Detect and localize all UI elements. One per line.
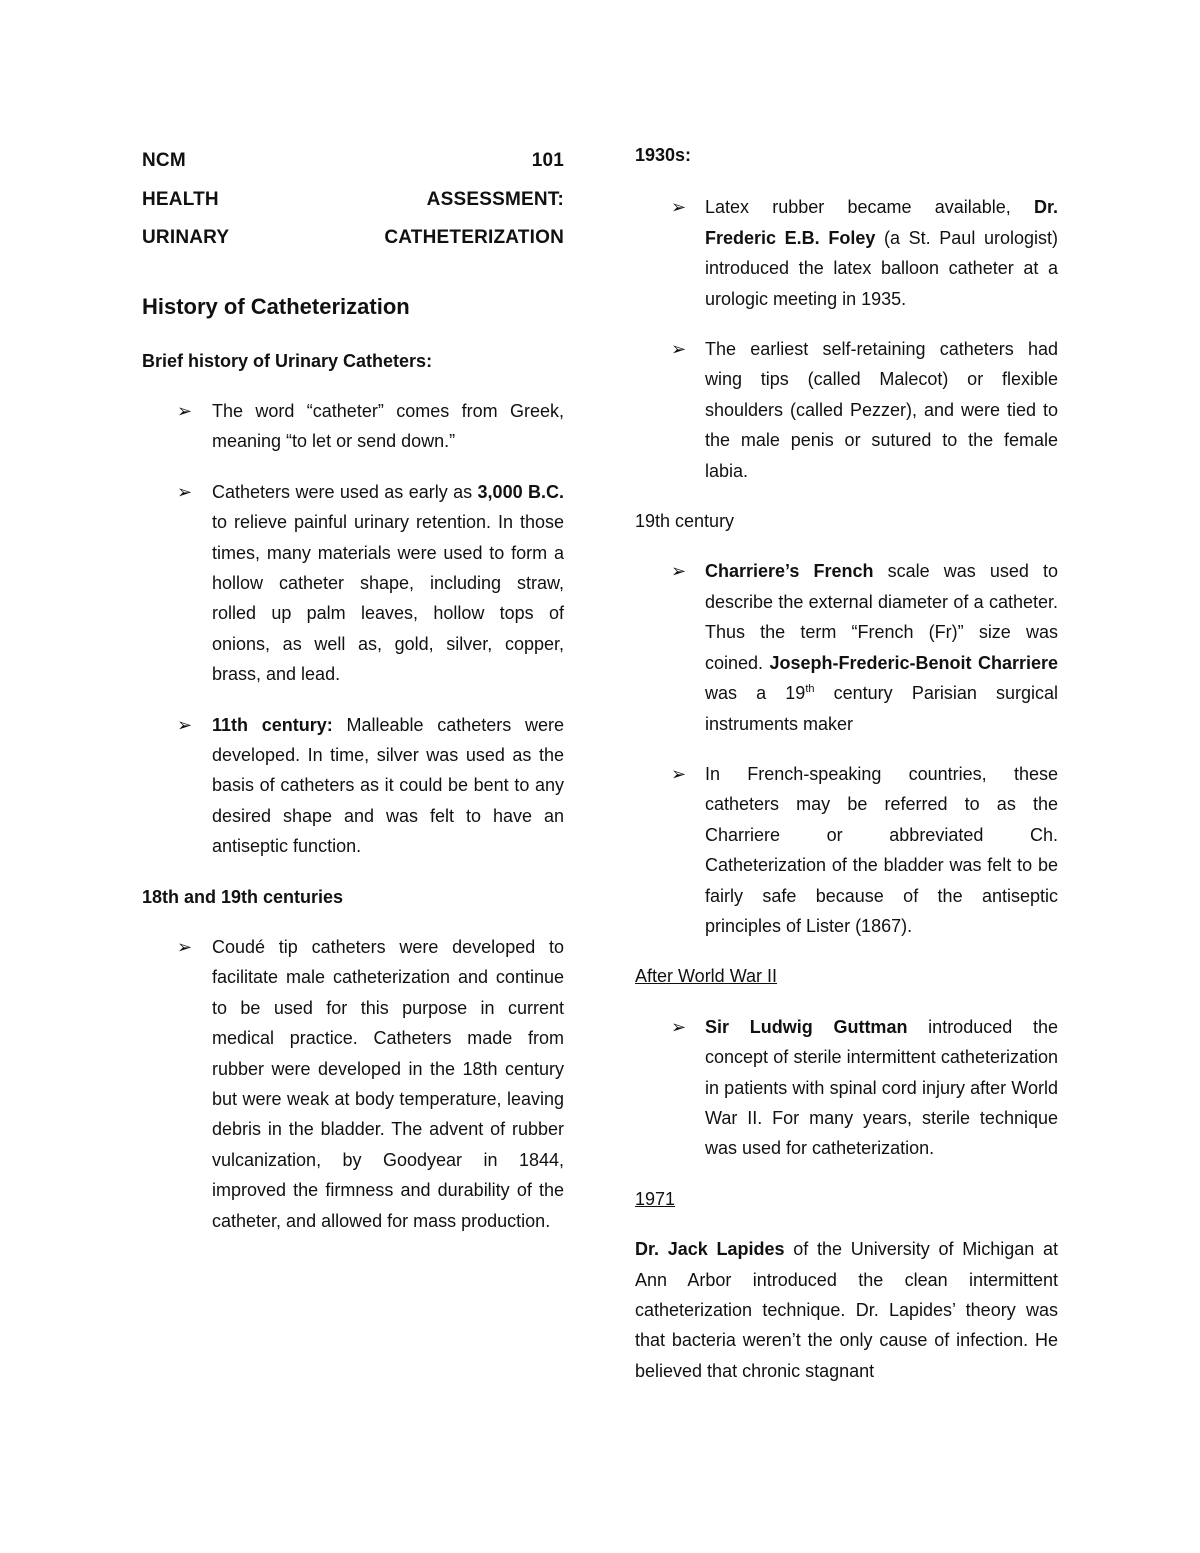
subheading-1930s: 1930s: <box>635 145 692 165</box>
subheading-1971: 1971 <box>635 1188 676 1209</box>
bullet-text-bold: 3,000 B.C. <box>477 481 564 502</box>
bullet-text: century Parisian surgical instruments maker <box>705 683 1059 734</box>
subheading-18th-19th-centuries: 18th and 19th centuries <box>142 886 344 907</box>
section-heading-history: History of Catheterization <box>142 293 410 319</box>
superscript-th: th <box>805 683 815 696</box>
bullet-text: The earliest self-retaining catheters had wing tips (called Malecot) or flexible shoulders (called Pezzer), and were tied to the male penis or sutured to the female labia. <box>705 339 1058 481</box>
title-line-3 <box>142 219 564 258</box>
list-item <box>635 1012 1058 1164</box>
title-line-1 <box>142 142 564 181</box>
bullet-text: Coudé tip catheters were developed to facilitate male catheterization and continue to be used for this purpose in current medical practice. Catheters made from rubber were developed in the 18th century but were weak at body temperature, leaving debris in the bladder. The advent of rubber vulcanization, by Goodyear in 1844, improved the firmness and durability of the catheter, and allowed for mass production. <box>212 937 564 1231</box>
subheading-19th-century: 19th century <box>635 511 735 532</box>
bullet-text: was a 19 <box>705 683 806 704</box>
title-word-catheterization: CATHETERIZATION <box>384 227 564 248</box>
arrow-bullet-icon: ➢ <box>671 1016 687 1037</box>
list-item <box>142 932 564 1236</box>
paragraph-bold: Dr. Jack Lapides <box>635 1239 785 1260</box>
arrow-bullet-icon: ➢ <box>671 561 687 582</box>
bullet-text-bold: Dr. Frederic E.B. Foley <box>705 197 1058 248</box>
subheading-brief-history: Brief history of Urinary Catheters: <box>142 350 433 371</box>
bullet-text: In French-speaking countries, these catheters may be referred to as the Charriere or abbreviated Ch. Catheterization of the bladder was felt to be fairly safe because of the antiseptic principles of Lister (1867). <box>705 763 1058 936</box>
bullet-text: Catheters were used as early as <box>212 481 478 502</box>
paragraph-1971 <box>635 1234 1058 1386</box>
list-item <box>635 759 1058 941</box>
bullet-text: introduced the concept of sterile intermittent catheterization in patients with spinal cord injury after World War II. For many years, sterile technique was used for catheterization. <box>705 1016 1058 1159</box>
bullet-text-bold: Sir Ludwig Guttman <box>705 1016 908 1037</box>
ww2-bullet-list <box>635 1012 1058 1164</box>
bullet-text: The word “catheter” comes from Greek, meaning “to let or send down.” <box>212 400 564 452</box>
arrow-bullet-icon: ➢ <box>671 339 687 360</box>
arrow-bullet-icon: ➢ <box>177 400 193 421</box>
1930s-bullet-list <box>635 192 1058 486</box>
right-column <box>635 140 1058 1386</box>
list-item <box>142 477 564 690</box>
title-course-number: 101 <box>531 150 564 171</box>
arrow-bullet-icon: ➢ <box>177 714 193 735</box>
bullet-text: Latex rubber became available, <box>705 197 1034 218</box>
title-line-2 <box>142 181 564 220</box>
title-word-health: HEALTH <box>142 188 219 210</box>
left-column <box>142 140 564 1256</box>
bullet-text-bold: 11th century: <box>212 714 333 735</box>
bullet-text: to relieve painful urinary retention. In those times, many materials were used to form a hollow catheter shape, including straw, rolled up palm leaves, hollow tops of onions, as well as, gold, silver, copper, brass, and lead. <box>212 512 564 685</box>
history-bullet-list <box>142 396 564 862</box>
list-item <box>142 396 564 457</box>
list-item <box>635 334 1058 486</box>
bullet-text: Malleable catheters were developed. In time, silver was used as the basis of catheters as it could be bent to any desired shape and was felt to have an antiseptic function. <box>212 714 564 857</box>
list-item <box>635 192 1058 314</box>
arrow-bullet-icon: ➢ <box>671 763 687 784</box>
bullet-text: (a St. Paul urologist) introduced the latex balloon catheter at a urologic meeting in 1935. <box>705 227 1058 309</box>
document-title <box>142 142 564 258</box>
centuries-bullet-list <box>142 932 564 1236</box>
list-item <box>142 710 564 862</box>
title-word-assessment: ASSESSMENT: <box>426 188 564 210</box>
bullet-text-bold: Joseph-Frederic-Benoit Charriere <box>769 652 1058 673</box>
title-course-code: NCM <box>142 150 186 171</box>
title-word-urinary: URINARY <box>142 227 230 248</box>
arrow-bullet-icon: ➢ <box>177 481 193 502</box>
paragraph-text: of the University of Michigan at Ann Arbor introduced the clean intermittent catheterization technique. Dr. Lapides’ theory was that bacteria weren’t the only cause of infection. He believed that chronic stagnant <box>635 1239 1058 1381</box>
19th-century-bullet-list <box>635 556 1058 941</box>
arrow-bullet-icon: ➢ <box>177 937 193 957</box>
arrow-bullet-icon: ➢ <box>671 197 687 218</box>
list-item <box>635 556 1058 738</box>
bullet-text: scale was used to describe the external diameter of a catheter. Thus the term “French (Fr)” size was coined. <box>705 561 1059 673</box>
subheading-after-world-war-ii: After World War II <box>635 966 778 987</box>
bullet-text-bold: Charriere’s French <box>705 561 874 582</box>
